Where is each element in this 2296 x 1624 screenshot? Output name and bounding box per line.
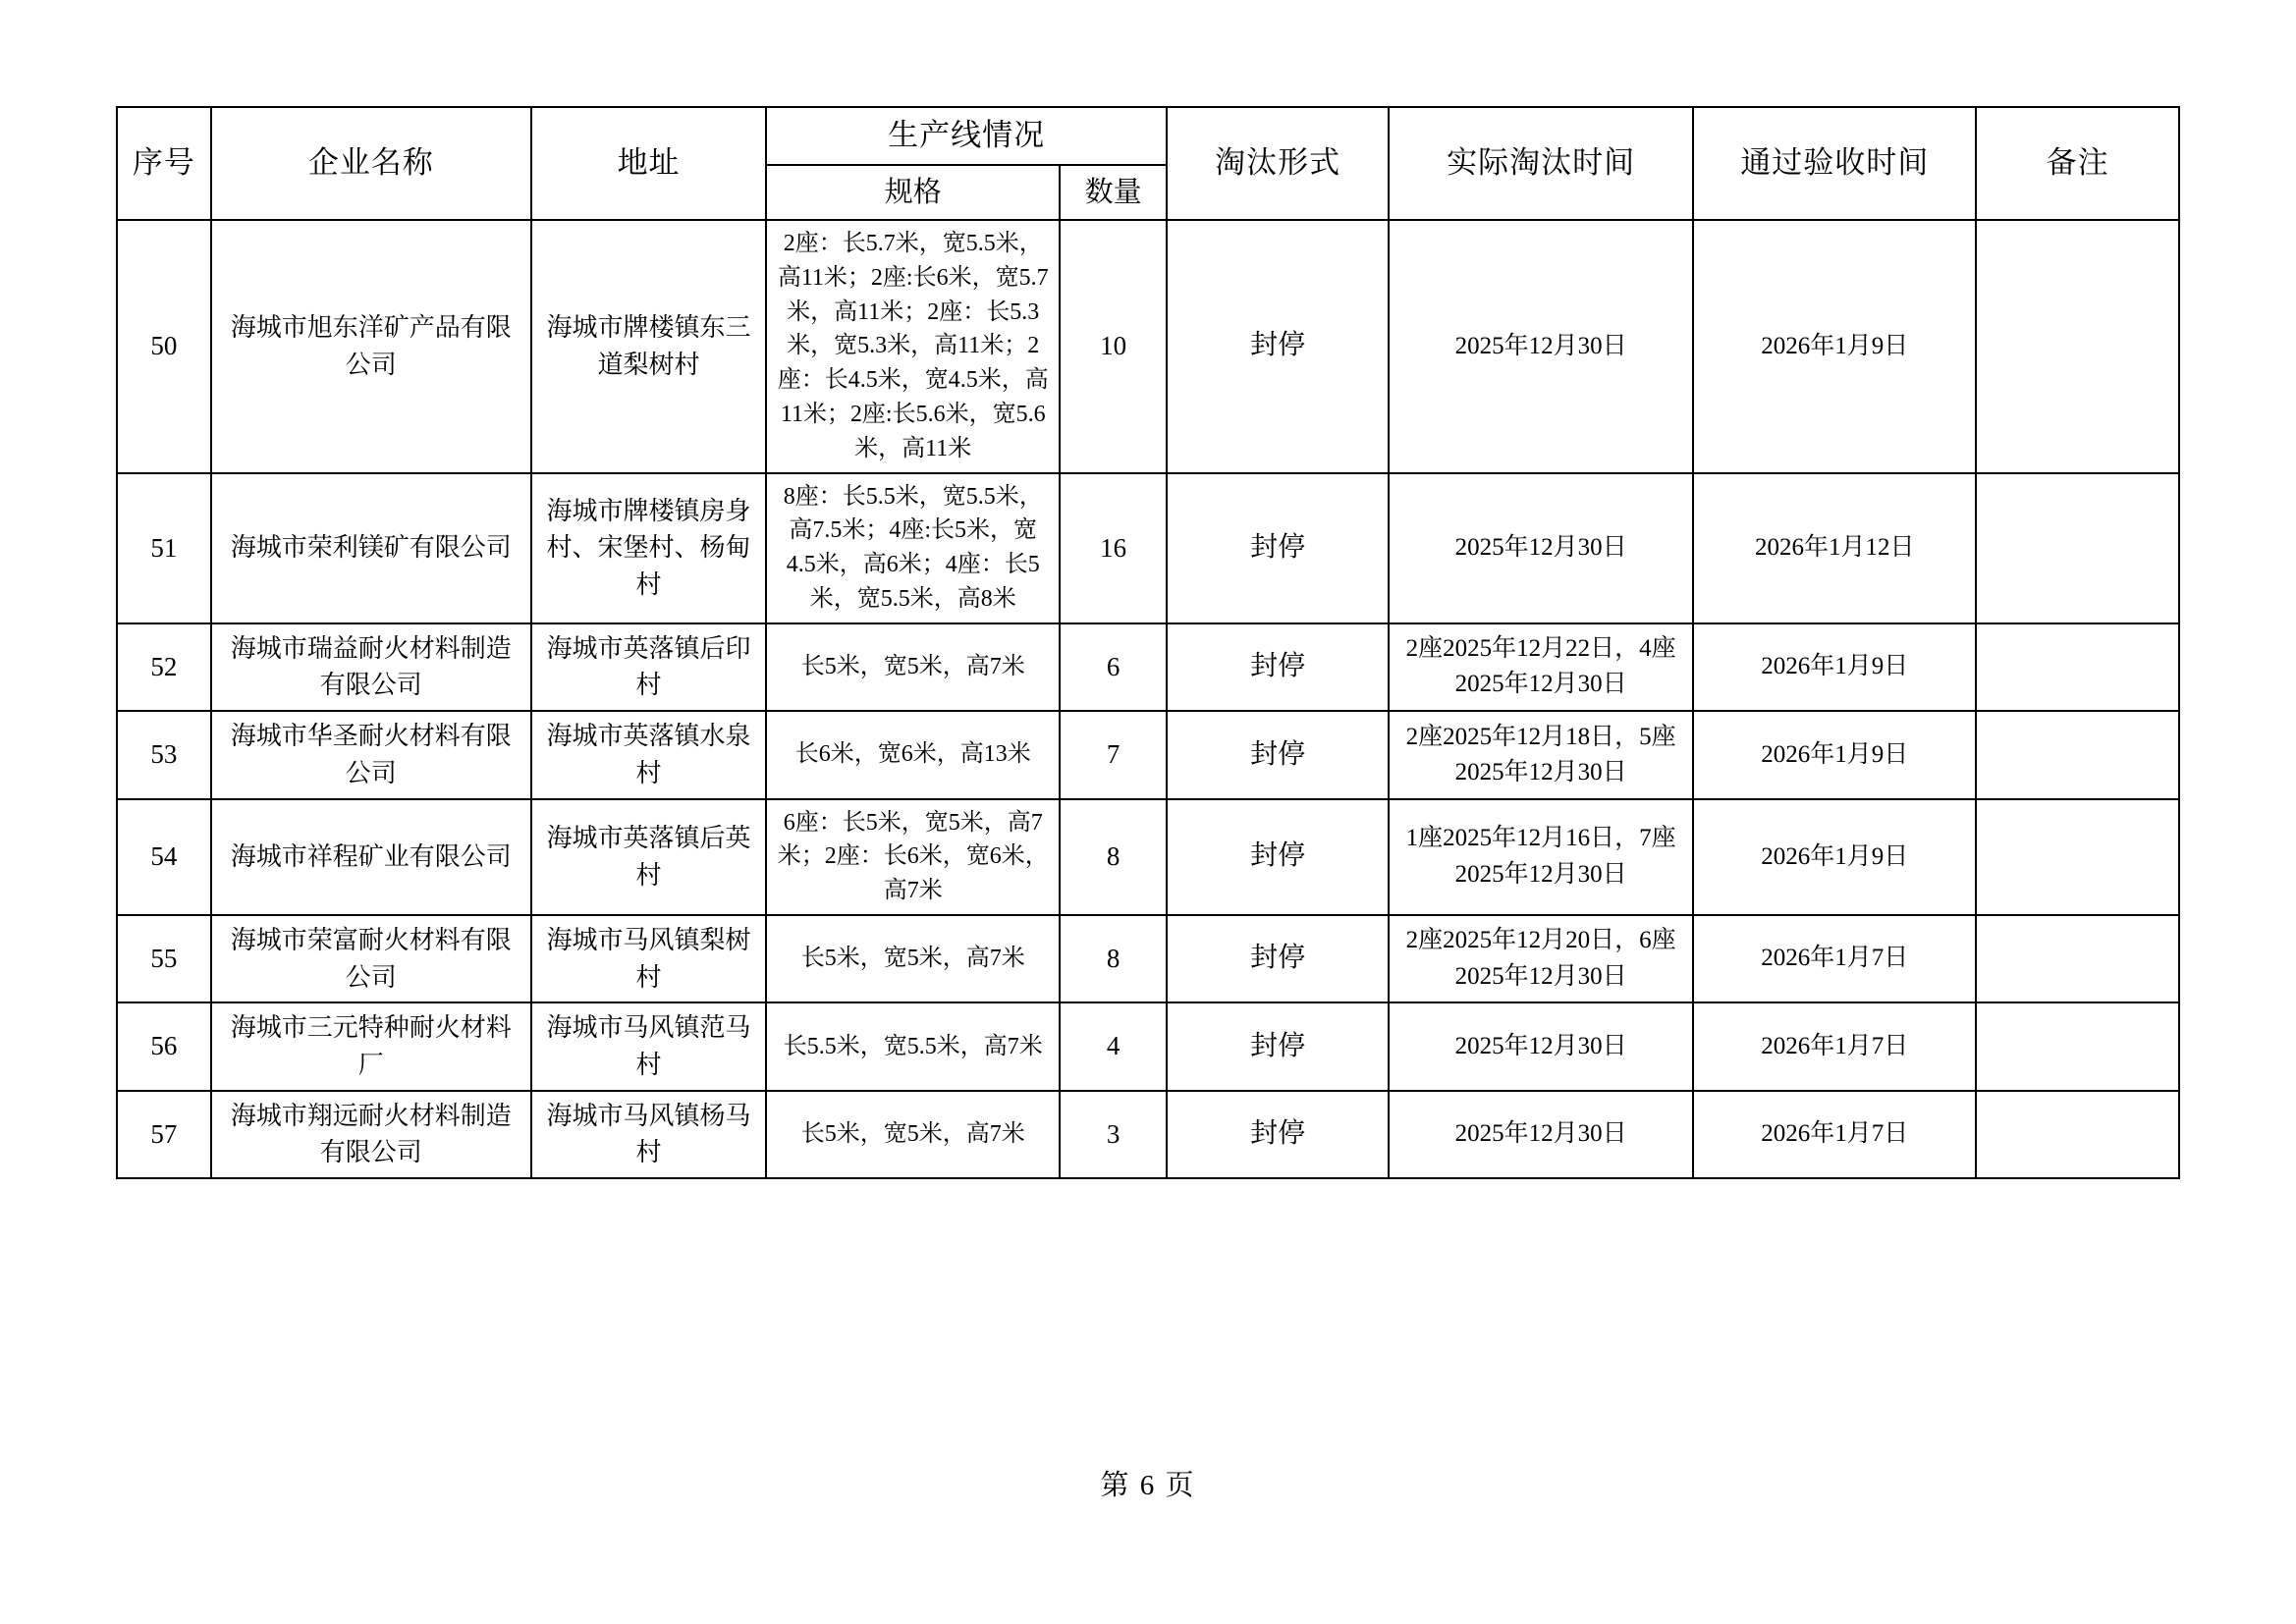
column-header-elimination-form: 淘汰形式 [1167, 107, 1389, 220]
cell-remark [1976, 799, 2179, 915]
cell-index: 55 [117, 915, 211, 1002]
cell-index: 52 [117, 623, 211, 711]
cell-actual-time: 1座2025年12月16日，7座2025年12月30日 [1389, 799, 1693, 915]
cell-index: 50 [117, 220, 211, 473]
column-header-address: 地址 [531, 107, 766, 220]
cell-quantity: 10 [1060, 220, 1167, 473]
cell-acceptance-time: 2026年1月7日 [1693, 1002, 1976, 1090]
cell-spec: 2座：长5.7米，宽5.5米，高11米；2座:长6米，宽5.7米，高11米；2座：长5.3米，宽5.3米，高11米；2座：长4.5米，宽4.5米，高11米；2座:长5.6米，宽5.6米，高11米 [766, 220, 1060, 473]
cell-remark [1976, 623, 2179, 711]
cell-address: 海城市牌楼镇东三道梨树村 [531, 220, 766, 473]
table-header [117, 107, 2179, 220]
cell-address: 海城市英落镇后印村 [531, 623, 766, 711]
cell-acceptance-time: 2026年1月9日 [1693, 799, 1976, 915]
table-header-row-1 [117, 107, 2179, 165]
cell-company: 海城市祥程矿业有限公司 [211, 799, 531, 915]
cell-remark [1976, 220, 2179, 473]
cell-acceptance-time: 2026年1月9日 [1693, 623, 1976, 711]
cell-index: 56 [117, 1002, 211, 1090]
elimination-table [116, 106, 2180, 1179]
cell-address: 海城市马风镇杨马村 [531, 1091, 766, 1178]
page-footer: 第 6 页 [1100, 1470, 1196, 1501]
cell-actual-time: 2座2025年12月18日，5座2025年12月30日 [1389, 711, 1693, 798]
cell-company: 海城市荣利镁矿有限公司 [211, 473, 531, 623]
cell-remark [1976, 1091, 2179, 1178]
table-row [117, 915, 2179, 1002]
table-body [117, 220, 2179, 1178]
cell-quantity: 7 [1060, 711, 1167, 798]
cell-company: 海城市荣富耐火材料有限公司 [211, 915, 531, 1002]
cell-quantity: 3 [1060, 1091, 1167, 1178]
cell-spec: 8座：长5.5米，宽5.5米，高7.5米；4座:长5米，宽4.5米，高6米；4座：长5米，宽5.5米，高8米 [766, 473, 1060, 623]
cell-remark [1976, 473, 2179, 623]
column-header-actual-time: 实际淘汰时间 [1389, 107, 1693, 220]
cell-actual-time: 2025年12月30日 [1389, 1002, 1693, 1090]
cell-quantity: 6 [1060, 623, 1167, 711]
cell-remark [1976, 1002, 2179, 1090]
cell-actual-time: 2025年12月30日 [1389, 1091, 1693, 1178]
cell-address: 海城市牌楼镇房身村、宋堡村、杨甸村 [531, 473, 766, 623]
cell-elimination-form: 封停 [1167, 473, 1389, 623]
cell-remark [1976, 711, 2179, 798]
cell-elimination-form: 封停 [1167, 623, 1389, 711]
cell-company: 海城市翔远耐火材料制造有限公司 [211, 1091, 531, 1178]
cell-quantity: 8 [1060, 915, 1167, 1002]
cell-acceptance-time: 2026年1月7日 [1693, 1091, 1976, 1178]
column-header-production-line: 生产线情况 [766, 107, 1167, 165]
cell-quantity: 16 [1060, 473, 1167, 623]
cell-elimination-form: 封停 [1167, 1091, 1389, 1178]
column-header-index: 序号 [117, 107, 211, 220]
cell-spec: 长5米，宽5米，高7米 [766, 915, 1060, 1002]
cell-spec: 长5.5米，宽5.5米，高7米 [766, 1002, 1060, 1090]
cell-spec: 长5米，宽5米，高7米 [766, 623, 1060, 711]
cell-quantity: 4 [1060, 1002, 1167, 1090]
column-header-company: 企业名称 [211, 107, 531, 220]
cell-address: 海城市英落镇水泉村 [531, 711, 766, 798]
cell-acceptance-time: 2026年1月7日 [1693, 915, 1976, 1002]
table-row [117, 799, 2179, 915]
cell-actual-time: 2025年12月30日 [1389, 220, 1693, 473]
cell-remark [1976, 915, 2179, 1002]
cell-acceptance-time: 2026年1月12日 [1693, 473, 1976, 623]
table-row [117, 1002, 2179, 1090]
cell-company: 海城市华圣耐火材料有限公司 [211, 711, 531, 798]
cell-index: 51 [117, 473, 211, 623]
cell-index: 57 [117, 1091, 211, 1178]
cell-address: 海城市英落镇后英村 [531, 799, 766, 915]
table-row [117, 220, 2179, 473]
cell-spec: 长5米，宽5米，高7米 [766, 1091, 1060, 1178]
cell-elimination-form: 封停 [1167, 915, 1389, 1002]
column-header-acceptance-time: 通过验收时间 [1693, 107, 1976, 220]
cell-acceptance-time: 2026年1月9日 [1693, 711, 1976, 798]
cell-quantity: 8 [1060, 799, 1167, 915]
column-header-remark: 备注 [1976, 107, 2179, 220]
cell-actual-time: 2座2025年12月20日，6座2025年12月30日 [1389, 915, 1693, 1002]
cell-company: 海城市旭东洋矿产品有限公司 [211, 220, 531, 473]
cell-company: 海城市三元特种耐火材料厂 [211, 1002, 531, 1090]
table-row [117, 1091, 2179, 1178]
column-header-quantity: 数量 [1060, 165, 1167, 220]
cell-elimination-form: 封停 [1167, 711, 1389, 798]
table-row [117, 623, 2179, 711]
cell-index: 53 [117, 711, 211, 798]
cell-spec: 6座：长5米，宽5米，高7米；2座：长6米，宽6米，高7米 [766, 799, 1060, 915]
cell-spec: 长6米，宽6米，高13米 [766, 711, 1060, 798]
cell-index: 54 [117, 799, 211, 915]
table-row [117, 473, 2179, 623]
table-row [117, 711, 2179, 798]
cell-elimination-form: 封停 [1167, 220, 1389, 473]
cell-company: 海城市瑞益耐火材料制造有限公司 [211, 623, 531, 711]
cell-acceptance-time: 2026年1月9日 [1693, 220, 1976, 473]
cell-elimination-form: 封停 [1167, 1002, 1389, 1090]
cell-elimination-form: 封停 [1167, 799, 1389, 915]
column-header-spec: 规格 [766, 165, 1060, 220]
cell-address: 海城市马风镇范马村 [531, 1002, 766, 1090]
cell-address: 海城市马风镇梨树村 [531, 915, 766, 1002]
cell-actual-time: 2座2025年12月22日，4座2025年12月30日 [1389, 623, 1693, 711]
cell-actual-time: 2025年12月30日 [1389, 473, 1693, 623]
